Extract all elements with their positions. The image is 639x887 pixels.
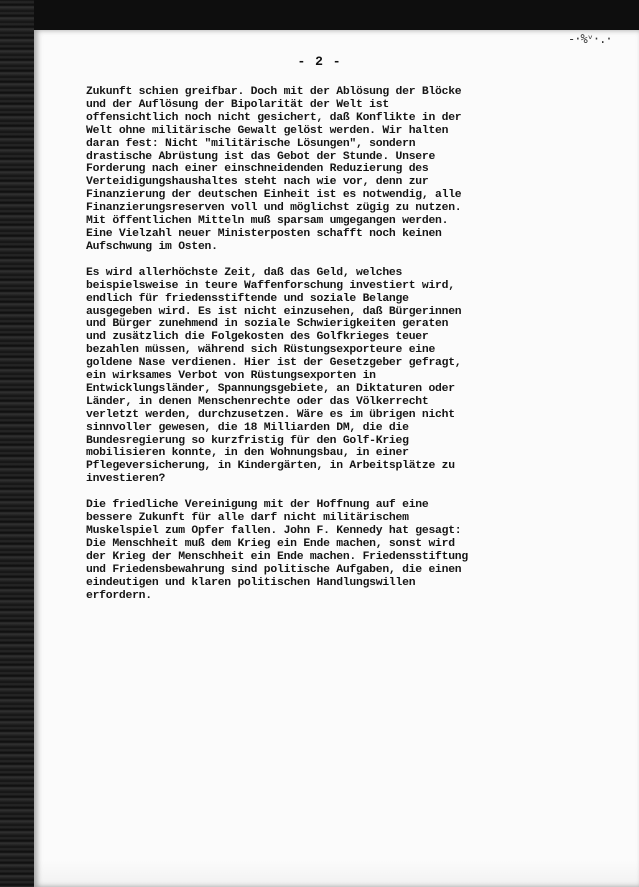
text-line: daran fest: Nicht "militärische Lösungen", sondern — [86, 137, 416, 150]
text-line: endlich für friedensstiftende und soziale Belange — [86, 292, 409, 305]
text-line: Die Menschheit muß dem Krieg ein Ende machen, sonst wird — [86, 537, 455, 550]
text-line: und Bürger zunehmend in soziale Schwierigkeiten geraten — [86, 318, 449, 331]
paragraph-1 — [86, 86, 616, 254]
text-line: goldene Nase verdienen. Hier ist der Gesetzgeber gefragt, — [86, 357, 462, 370]
text-line: Verteidigungshaushaltes steht nach wie vor, denn zur — [86, 176, 429, 189]
text-line: Pflegeversicherung, in Kindergärten, in Arbeitsplätze zu — [86, 460, 455, 473]
page-bottom-shadow — [34, 860, 639, 887]
text-line: mobilisieren konnte, in den Wohnungsbau, in einer — [86, 447, 409, 460]
scan-top-edge — [0, 0, 639, 30]
text-line: sinnvoller gewesen, die 18 Milliarden DM, die die — [86, 421, 409, 434]
text-line: offensichtlich noch nicht gesichert, daß Konflikte in der — [86, 111, 462, 124]
text-line: Länder, in denen Menschenrechte oder das Völkerrecht — [86, 395, 429, 408]
corner-scan-mark: -·%ᵛ·.· — [568, 32, 612, 46]
document-body — [86, 86, 616, 615]
text-line: der Krieg der Menschheit ein Ende machen. Friedensstiftung — [86, 550, 468, 563]
text-line: bezahlen müssen, während sich Rüstungsexporteure eine — [86, 344, 436, 357]
scan-left-edge — [0, 0, 34, 887]
text-line: Aufschwung im Osten. — [86, 240, 218, 253]
text-line: drastische Abrüstung ist das Gebot der Stunde. Unsere — [86, 150, 436, 163]
paragraph-3 — [86, 499, 616, 602]
text-line: bessere Zukunft für alle darf nicht militärischem — [86, 512, 409, 525]
text-line: Mit öffentlichen Mitteln muß sparsam umgegangen werden. — [86, 215, 449, 228]
text-line: Finanzierungsreserven voll und möglichst zügig zu nutzen. — [86, 202, 462, 215]
text-line: verletzt werden, durchzusetzen. Wäre es im übrigen nicht — [86, 408, 455, 421]
text-line: Es wird allerhöchste Zeit, daß das Geld, welches — [86, 266, 403, 279]
text-line: Welt ohne militärische Gewalt gelöst werden. Wir halten — [86, 124, 449, 137]
text-line: Zukunft schien greifbar. Doch mit der Ablösung der Blöcke — [86, 86, 462, 98]
paragraph-2 — [86, 267, 616, 486]
text-line: eindeutigen und klaren politischen Handlungswillen — [86, 576, 416, 589]
text-line: investieren? — [86, 473, 166, 486]
text-line: Eine Vielzahl neuer Ministerposten schafft noch keinen — [86, 227, 442, 240]
text-line: und Friedensbewahrung sind politische Aufgaben, die einen — [86, 563, 462, 576]
text-line: Forderung nach einer einschneidenden Reduzierung des — [86, 163, 429, 176]
page-number: - 2 - — [297, 54, 342, 69]
text-line: Entwicklungsländer, Spannungsgebiete, an Diktaturen oder — [86, 382, 455, 395]
text-line: Die friedliche Vereinigung mit der Hoffnung auf eine — [86, 499, 429, 512]
text-line: ausgegeben wird. Es ist nicht einzusehen, daß Bürgerinnen — [86, 305, 462, 318]
text-line: ein wirksames Verbot von Rüstungsexporten in — [86, 370, 376, 383]
text-line: Finanzierung der deutschen Einheit ist es notwendig, alle — [86, 189, 462, 202]
text-line: beispielsweise in teure Waffenforschung investiert wird, — [86, 279, 455, 292]
text-line: Muskelspiel zum Opfer fallen. John F. Kennedy hat gesagt: — [86, 525, 462, 537]
text-line: erfordern. — [86, 589, 152, 602]
text-line: und zusätzlich die Folgekosten des Golfkrieges teuer — [86, 331, 429, 344]
text-line: und der Auflösung der Bipolarität der Welt ist — [86, 98, 389, 111]
text-line: Bundesregierung so kurzfristig für den Golf-Krieg — [86, 434, 409, 447]
